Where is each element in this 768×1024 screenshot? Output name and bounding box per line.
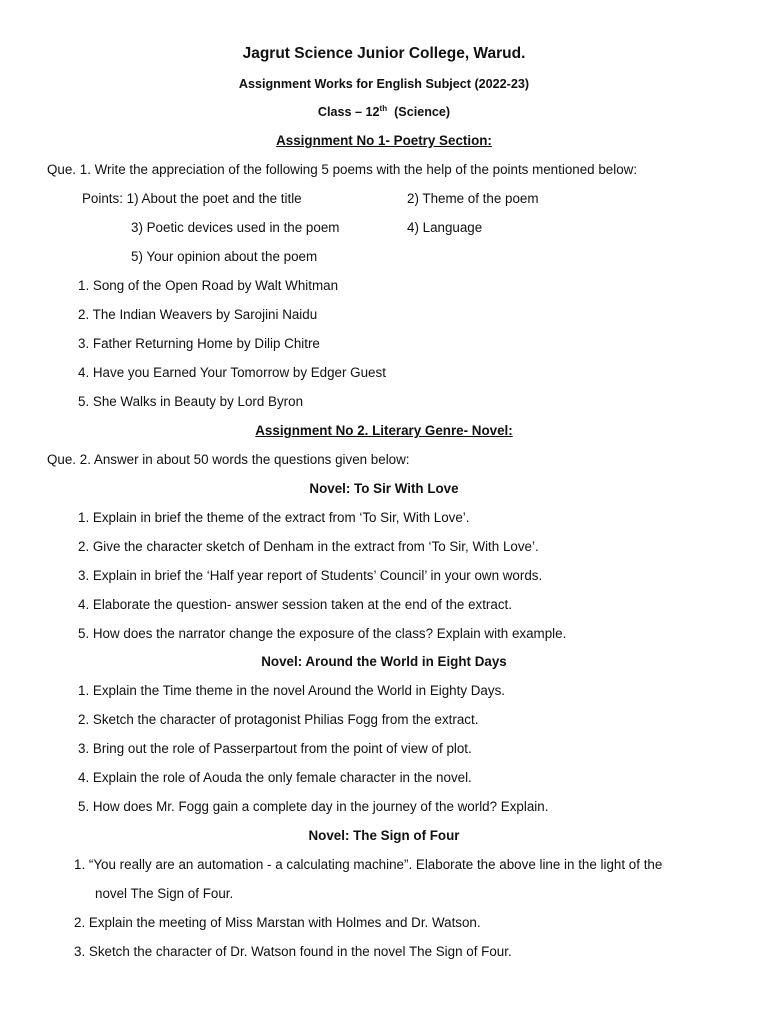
college-name: Jagrut Science Junior College, Warud. xyxy=(242,45,526,62)
novel1-title: Novel: To Sir With Love xyxy=(309,481,459,496)
novel1-question: 2. Give the character sketch of Denham in the extract from ‘To Sir, With Love’. xyxy=(78,539,539,554)
novel1-question: 3. Explain in brief the ‘Half year report of Students’ Council’ in your own words. xyxy=(78,568,543,583)
novel2-question: 5. How does Mr. Fogg gain a complete day in the journey of the world? Explain. xyxy=(78,799,549,814)
novel2-question: 2. Sketch the character of protagonist Philias Fogg from the extract. xyxy=(78,712,479,727)
novel1-question: 4. Elaborate the question- answer session taken at the end of the extract. xyxy=(78,597,512,612)
novel3-question: 3. Sketch the character of Dr. Watson found in the novel The Sign of Four. xyxy=(74,944,512,959)
novel2-title: Novel: Around the World in Eight Days xyxy=(261,654,507,669)
novel2-question: 4. Explain the role of Aouda the only female character in the novel. xyxy=(78,770,472,785)
point-3: 3) Poetic devices used in the poem xyxy=(131,220,340,235)
novel3-question: 1. “You really are an automation - a calculating machine”. Elaborate the above line in the light of the xyxy=(74,857,663,872)
section2-heading: Assignment No 2. Literary Genre- Novel: xyxy=(255,423,513,438)
class-prefix: Class – 12 xyxy=(317,105,380,119)
novel2-question: 1. Explain the Time theme in the novel Around the World in Eighty Days. xyxy=(78,683,505,698)
section2-question: Que. 2. Answer in about 50 words the questions given below: xyxy=(47,452,410,467)
poem-item: 2. The Indian Weavers by Sarojini Naidu xyxy=(78,307,318,322)
section1-heading: Assignment No 1- Poetry Section: xyxy=(276,133,492,148)
novel3-title: Novel: The Sign of Four xyxy=(308,828,460,843)
point-2: 2) Theme of the poem xyxy=(407,191,539,206)
class-line xyxy=(0,104,768,120)
section1-question: Que. 1. Write the appreciation of the following 5 poems with the help of the points mentioned below: xyxy=(47,162,638,177)
poem-item: 1. Song of the Open Road by Walt Whitman xyxy=(78,278,339,293)
novel1-question: 1. Explain in brief the theme of the extract from ‘To Sir, With Love’. xyxy=(78,510,470,525)
class-suffix: (Science) xyxy=(394,105,451,119)
novel3-question-continuation: novel The Sign of Four. xyxy=(95,886,234,901)
assignment-title: Assignment Works for English Subject (2022-23) xyxy=(238,77,530,91)
novel2-question: 3. Bring out the role of Passerpartout from the point of view of plot. xyxy=(78,741,472,756)
poem-item: 4. Have you Earned Your Tomorrow by Edger Guest xyxy=(78,365,386,380)
poem-item: 5. She Walks in Beauty by Lord Byron xyxy=(78,394,304,409)
poem-item: 3. Father Returning Home by Dilip Chitre xyxy=(78,336,320,351)
class-superscript: th xyxy=(379,103,388,113)
point-4: 4) Language xyxy=(407,220,483,235)
novel3-question: 2. Explain the meeting of Miss Marstan with Holmes and Dr. Watson. xyxy=(74,915,481,930)
point-1: Points: 1) About the poet and the title xyxy=(82,191,302,206)
point-5: 5) Your opinion about the poem xyxy=(131,249,318,264)
novel1-question: 5. How does the narrator change the exposure of the class? Explain with example. xyxy=(78,626,567,641)
